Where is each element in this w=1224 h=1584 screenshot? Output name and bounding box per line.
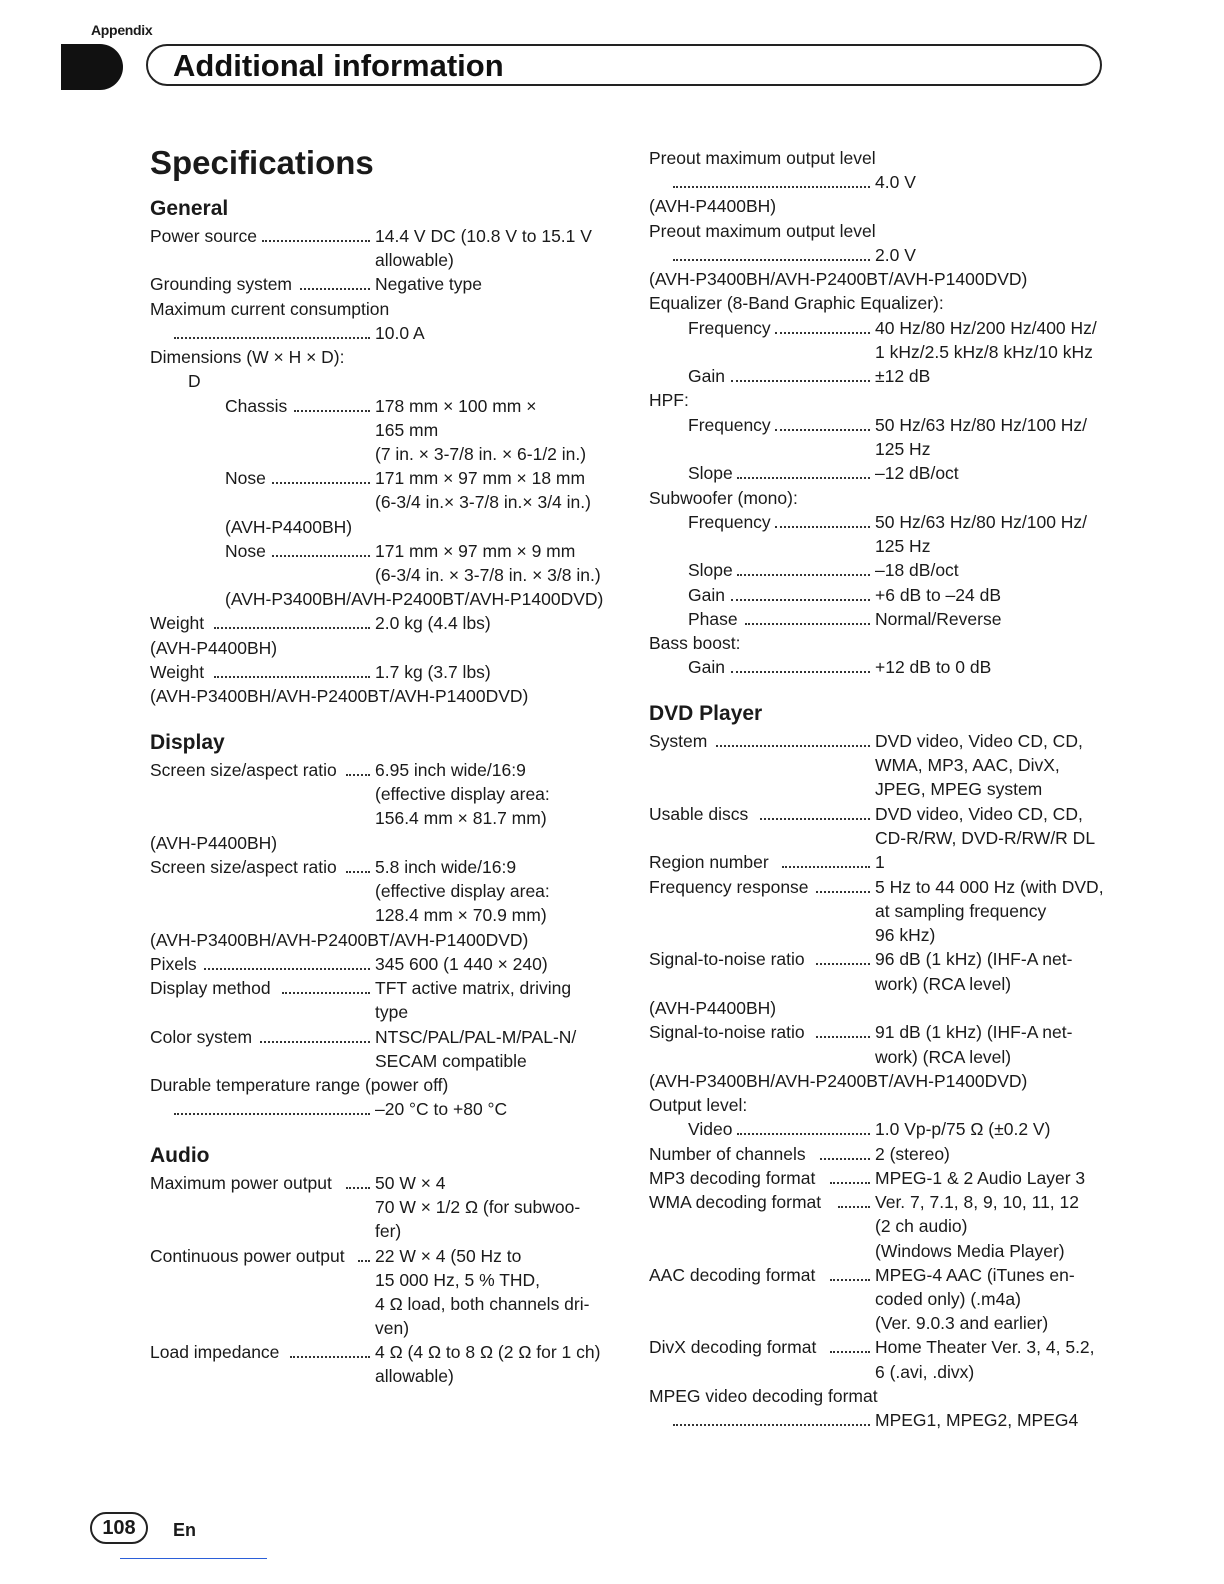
spec-label: Grounding system (150, 274, 293, 294)
spec-label: Load impedance (150, 1342, 280, 1362)
spec-value: ±12 dB (875, 366, 931, 386)
leader-dots (262, 224, 370, 248)
spec-label: Signal-to-noise ratio (649, 949, 805, 969)
leader-dots (737, 1117, 870, 1141)
model-note: (AVH-P3400BH/AVH-P2400BT/AVH-P1400DVD) (150, 930, 529, 950)
spec-label: Weight (150, 662, 205, 682)
spec-value: WMA, MP3, AAC, DivX, (875, 755, 1060, 775)
spec-label: Usable discs (649, 804, 749, 824)
spec-value: TFT active matrix, driving (375, 978, 572, 998)
spec-value: work) (RCA level) (875, 1047, 1012, 1067)
model-note: (AVH-P3400BH/AVH-P2400BT/AVH-P1400DVD) (649, 1071, 1028, 1091)
spec-label: Slope (688, 560, 733, 580)
spec-value: at sampling frequency (875, 901, 1047, 921)
spec-value: 22 W × 4 (50 Hz to (375, 1246, 522, 1266)
leader-dots (174, 1097, 370, 1121)
spec-label: Output level: (649, 1095, 748, 1115)
spec-label: Gain (688, 585, 725, 605)
spec-value: –18 dB/oct (875, 560, 959, 580)
model-note: (AVH-P4400BH) (150, 638, 278, 658)
footer-rule (120, 1558, 267, 1559)
leader-dots (775, 316, 870, 340)
spec-value: 171 mm × 97 mm × 9 mm (375, 541, 576, 561)
leader-dots (737, 558, 870, 582)
leader-dots (816, 947, 870, 971)
leader-dots (760, 802, 870, 826)
leader-dots (830, 1335, 870, 1359)
spec-label: Frequency (688, 318, 771, 338)
leader-dots (737, 461, 870, 485)
spec-value: 6.95 inch wide/16:9 (375, 760, 526, 780)
spec-value: 125 Hz (875, 536, 931, 556)
spec-value: (Windows Media Player) (875, 1241, 1065, 1261)
leader-dots (358, 1244, 370, 1268)
spec-value: 1.7 kg (3.7 lbs) (375, 662, 491, 682)
leader-dots (673, 170, 870, 194)
spec-value: MPEG1, MPEG2, MPEG4 (875, 1410, 1079, 1430)
spec-value: type (375, 1002, 409, 1022)
spec-value: DVD video, Video CD, CD, (875, 731, 1083, 751)
spec-value: 10.0 A (375, 323, 425, 343)
leader-dots (346, 855, 370, 879)
spec-label: D (188, 371, 201, 391)
spec-label: DivX decoding format (649, 1337, 817, 1357)
spec-label: Number of channels (649, 1144, 806, 1164)
spec-label: Preout maximum output level (649, 221, 876, 241)
spec-label: Bass boost: (649, 633, 741, 653)
page-header-title: Additional information (173, 48, 504, 83)
leader-dots (830, 1166, 870, 1190)
spec-value: 156.4 mm × 81.7 mm) (375, 808, 547, 828)
spec-value: 15 000 Hz, 5 % THD, (375, 1270, 541, 1290)
spec-value: CD-R/RW, DVD-R/RW/R DL (875, 828, 1096, 848)
spec-value: Normal/Reverse (875, 609, 1002, 629)
spec-value: 50 Hz/63 Hz/80 Hz/100 Hz/ (875, 415, 1088, 435)
spec-value: 165 mm (375, 420, 439, 440)
spec-value: 4.0 V (875, 172, 916, 192)
leader-dots (731, 583, 870, 607)
leader-dots (838, 1190, 870, 1214)
section-display: Display (150, 731, 225, 754)
leader-dots (214, 611, 370, 635)
spec-label: Frequency response (649, 877, 809, 897)
spec-value: 178 mm × 100 mm × (375, 396, 537, 416)
leader-dots (731, 364, 870, 388)
spec-label: Equalizer (8-Band Graphic Equalizer): (649, 293, 944, 313)
spec-label: Gain (688, 366, 725, 386)
leader-dots (272, 466, 370, 490)
spec-value: 125 Hz (875, 439, 931, 459)
spec-value: (6-3/4 in.× 3-7/8 in.× 3/4 in.) (375, 492, 591, 512)
leader-dots (260, 1025, 370, 1049)
spec-value: 50 W × 4 (375, 1173, 446, 1193)
spec-label: Continuous power output (150, 1246, 345, 1266)
spec-label: Frequency (688, 512, 771, 532)
spec-value: 96 kHz) (875, 925, 936, 945)
model-note: (AVH-P3400BH/AVH-P2400BT/AVH-P1400DVD) (225, 589, 604, 609)
spec-label: Nose (225, 541, 266, 561)
spec-value: SECAM compatible (375, 1051, 527, 1071)
spec-label: Maximum current consumption (150, 299, 390, 319)
spec-label: Durable temperature range (power off) (150, 1075, 449, 1095)
spec-value: 171 mm × 97 mm × 18 mm (375, 468, 586, 488)
spec-value: 5.8 inch wide/16:9 (375, 857, 517, 877)
spec-value: allowable) (375, 250, 454, 270)
model-note: (AVH-P4400BH) (649, 196, 777, 216)
spec-value: 4 Ω (4 Ω to 8 Ω (2 Ω for 1 ch) (375, 1342, 601, 1362)
leader-dots (174, 321, 370, 345)
leader-dots (300, 272, 370, 296)
spec-label: Screen size/aspect ratio (150, 857, 337, 877)
spec-value: 345 600 (1 440 × 240) (375, 954, 548, 974)
spec-label: WMA decoding format (649, 1192, 822, 1212)
spec-value: Negative type (375, 274, 483, 294)
section-dvd-player: DVD Player (649, 702, 763, 725)
leader-dots (294, 394, 370, 418)
leader-dots (782, 850, 870, 874)
spec-value: 40 Hz/80 Hz/200 Hz/400 Hz/ (875, 318, 1097, 338)
spec-value: coded only) (.m4a) (875, 1289, 1021, 1309)
spec-value: ven) (375, 1318, 410, 1338)
spec-value: 4 Ω load, both channels dri- (375, 1294, 590, 1314)
leader-dots (214, 660, 370, 684)
spec-value: work) (RCA level) (875, 974, 1012, 994)
spec-value: DVD video, Video CD, CD, (875, 804, 1083, 824)
spec-value: (effective display area: (375, 881, 550, 901)
spec-label: Slope (688, 463, 733, 483)
leader-dots (282, 976, 370, 1000)
spec-label: Display method (150, 978, 271, 998)
leader-dots (816, 875, 870, 899)
spec-value: –12 dB/oct (875, 463, 959, 483)
spec-label: Power source (150, 226, 257, 246)
section-tab-marker (61, 44, 123, 90)
spec-label: Screen size/aspect ratio (150, 760, 337, 780)
model-note: (AVH-P3400BH/AVH-P2400BT/AVH-P1400DVD) (649, 269, 1028, 289)
spec-label: Weight (150, 613, 205, 633)
section-general: General (150, 197, 229, 220)
spec-value: Home Theater Ver. 3, 4, 5.2, (875, 1337, 1095, 1357)
spec-value: 96 dB (1 kHz) (IHF-A net- (875, 949, 1073, 969)
spec-label: Video (688, 1119, 733, 1139)
spec-label: Nose (225, 468, 266, 488)
spec-label: Dimensions (W × H × D): (150, 347, 345, 367)
appendix-label: Appendix (91, 22, 153, 38)
leader-dots (775, 510, 870, 534)
spec-label: Color system (150, 1027, 253, 1047)
spec-label: Chassis (225, 396, 288, 416)
spec-value: (7 in. × 3-7/8 in. × 6-1/2 in.) (375, 444, 587, 464)
spec-label: AAC decoding format (649, 1265, 816, 1285)
spec-label: Gain (688, 657, 725, 677)
spec-label: Frequency (688, 415, 771, 435)
spec-value: (effective display area: (375, 784, 550, 804)
spec-value: +12 dB to 0 dB (875, 657, 992, 677)
section-audio: Audio (150, 1144, 210, 1167)
spec-value: JPEG, MPEG system (875, 779, 1043, 799)
spec-value: –20 °C to +80 °C (375, 1099, 508, 1119)
leader-dots (820, 1142, 870, 1166)
page-number: 108 (90, 1512, 148, 1544)
spec-value: 14.4 V DC (10.8 V to 15.1 V (375, 226, 592, 246)
spec-value: +6 dB to –24 dB (875, 585, 1002, 605)
spec-value: allowable) (375, 1366, 454, 1386)
leader-dots (346, 758, 370, 782)
leader-dots (830, 1263, 870, 1287)
model-note: (AVH-P4400BH) (649, 998, 777, 1018)
spec-value: 70 W × 1/2 Ω (for subwoo- (375, 1197, 581, 1217)
leader-dots (204, 952, 370, 976)
spec-value: 5 Hz to 44 000 Hz (with DVD, (875, 877, 1104, 897)
spec-value: 1 kHz/2.5 kHz/8 kHz/10 kHz (875, 342, 1093, 362)
leader-dots (272, 539, 370, 563)
spec-label: Preout maximum output level (649, 148, 876, 168)
model-note: (AVH-P3400BH/AVH-P2400BT/AVH-P1400DVD) (150, 686, 529, 706)
spec-value: 1 (875, 852, 885, 872)
spec-label: MPEG video decoding format (649, 1386, 878, 1406)
spec-value: 2.0 V (875, 245, 916, 265)
leader-dots (290, 1340, 370, 1364)
spec-label: Subwoofer (mono): (649, 488, 798, 508)
leader-dots (673, 243, 870, 267)
leader-dots (346, 1171, 370, 1195)
spec-value: 128.4 mm × 70.9 mm) (375, 905, 547, 925)
leader-dots (673, 1408, 870, 1432)
spec-label: Signal-to-noise ratio (649, 1022, 805, 1042)
spec-label: System (649, 731, 708, 751)
spec-value: 50 Hz/63 Hz/80 Hz/100 Hz/ (875, 512, 1088, 532)
spec-label: Pixels (150, 954, 197, 974)
leader-dots (716, 729, 870, 753)
spec-value: 2.0 kg (4.4 lbs) (375, 613, 491, 633)
spec-value: (Ver. 9.0.3 and earlier) (875, 1313, 1049, 1333)
leader-dots (775, 413, 870, 437)
specifications-title: Specifications (150, 144, 374, 181)
model-note: (AVH-P4400BH) (150, 833, 278, 853)
spec-label: HPF: (649, 390, 689, 410)
leader-dots (731, 655, 870, 679)
model-note: (AVH-P4400BH) (225, 517, 353, 537)
spec-label: Phase (688, 609, 738, 629)
language-code: En (173, 1520, 197, 1540)
spec-value: 6 (.avi, .divx) (875, 1362, 975, 1382)
spec-label: MP3 decoding format (649, 1168, 816, 1188)
spec-value: MPEG-1 & 2 Audio Layer 3 (875, 1168, 1086, 1188)
spec-value: MPEG-4 AAC (iTunes en- (875, 1265, 1075, 1285)
spec-label: Maximum power output (150, 1173, 332, 1193)
spec-value: fer) (375, 1221, 402, 1241)
leader-dots (816, 1020, 870, 1044)
spec-value: 1.0 Vp-p/75 Ω (±0.2 V) (875, 1119, 1051, 1139)
leader-dots (745, 607, 870, 631)
spec-value: 2 (stereo) (875, 1144, 950, 1164)
spec-value: Ver. 7, 7.1, 8, 9, 10, 11, 12 (875, 1192, 1079, 1212)
spec-value: (6-3/4 in. × 3-7/8 in. × 3/8 in.) (375, 565, 601, 585)
spec-value: 91 dB (1 kHz) (IHF-A net- (875, 1022, 1073, 1042)
spec-label: Region number (649, 852, 769, 872)
spec-value: (2 ch audio) (875, 1216, 968, 1236)
spec-value: NTSC/PAL/PAL-M/PAL-N/ (375, 1027, 577, 1047)
